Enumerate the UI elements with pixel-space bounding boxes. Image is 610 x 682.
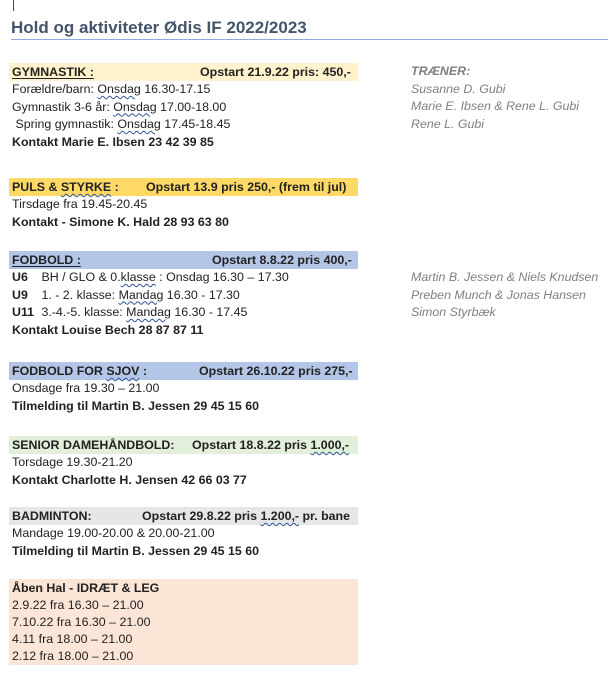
page-title: Hold og aktiviteter Ødis IF 2022/2023	[11, 18, 307, 37]
fodbold-header	[9, 251, 358, 269]
puls-label: PULS & STYRKE :	[12, 180, 119, 194]
fodbold-contact: Kontakt Louise Bech 28 87 87 11	[12, 322, 204, 337]
row-time: : Onsdag 16.30 – 17.30	[155, 270, 289, 284]
section-fodbold	[9, 251, 358, 339]
aabenhal-label: Åben Hal - IDRÆT & LEG	[12, 581, 160, 595]
row-day: Onsdag	[113, 99, 157, 114]
fodbold-row	[9, 287, 358, 305]
coach-column-gymnastik	[411, 63, 579, 133]
section-senior-damehaandbold	[9, 436, 358, 489]
senior-contact: Kontakt Charlotte H. Jensen 42 66 03 77	[12, 472, 247, 487]
row-text: Forældre/barn:	[12, 82, 98, 96]
fodbold-label: FODBOLD :	[12, 253, 81, 267]
sjov-time: Onsdage fra 19.30 – 21.00	[12, 381, 160, 395]
sjov-label: FODBOLD FOR SJOV :	[12, 364, 147, 378]
row-text: BH / GLO & 0.	[38, 270, 121, 284]
row-class: klasse	[120, 270, 156, 284]
sjov-start: Opstart 26.10.22 pris 275,-	[199, 364, 353, 378]
badminton-start: Opstart 29.8.22 pris 1.200,- pr. bane	[142, 509, 351, 523]
aabenhal-date: 4.11 fra 18.00 – 21.00	[12, 632, 133, 646]
aabenhal-date: 2.12 fra 18.00 – 21.00	[12, 649, 134, 663]
section-aaben-hal	[9, 579, 358, 665]
senior-time: Torsdage 19.30-21.20	[12, 455, 133, 469]
senior-header	[9, 436, 358, 454]
aabenhal-header	[9, 579, 358, 597]
row-day: Onsdag	[97, 82, 141, 96]
gymnastik-start: Opstart 21.9.22 pris: 450,-	[200, 65, 351, 79]
fodbold-row	[9, 304, 358, 322]
row-level: U6	[12, 270, 28, 284]
row-time: 17.45-18.45	[160, 117, 231, 131]
puls-contact: Kontakt - Simone K. Hald 28 93 63 80	[12, 214, 229, 229]
title-divider	[11, 39, 608, 40]
row-day: Onsdag	[117, 117, 161, 131]
badminton-time: Mandage 19.00-20.00 & 20.00-21.00	[12, 526, 215, 540]
row-text: Gymnastik 3-6 år:	[12, 99, 114, 114]
row-text: Spring gymnastik:	[12, 117, 118, 131]
row-time: 17.00-18.00	[156, 99, 227, 114]
puls-time: Tirsdage fra 19.45-20.45	[12, 197, 148, 211]
gymnastik-label: GYMNASTIK :	[12, 65, 94, 79]
coach-name: Martin B. Jessen & Niels Knudsen	[411, 270, 599, 284]
coach-name: Simon Styrbæk	[411, 305, 496, 319]
coach-name: Preben Munch & Jonas Hansen	[411, 287, 586, 302]
puls-start: Opstart 13.9 pris 250,- (frem til jul)	[146, 180, 347, 194]
gymnastik-row	[9, 81, 358, 99]
gymnastik-contact: Kontakt Marie E. Ibsen 23 42 39 85	[12, 134, 214, 149]
row-time: 16.30 - 17.45	[170, 305, 248, 319]
coach-name: Marie E. Ibsen & Rene L. Gubi	[411, 99, 580, 113]
row-day: Mandag	[118, 287, 164, 302]
row-day: Mandag	[126, 305, 171, 319]
row-level: U11	[12, 305, 35, 319]
section-puls-styrke	[9, 178, 358, 231]
sjov-contact: Tilmelding til Martin B. Jessen 29 45 15 60	[12, 398, 259, 413]
aabenhal-date: 2.9.22 fra 16.30 – 21.00	[12, 598, 144, 612]
coach-column-fodbold	[411, 269, 598, 322]
text-cursor	[13, 0, 14, 11]
fodbold-start: Opstart 8.8.22 pris 400,-	[212, 253, 352, 267]
gymnastik-row	[9, 116, 358, 134]
section-gymnastik	[9, 63, 358, 151]
section-badminton	[9, 507, 358, 560]
puls-header	[9, 178, 358, 196]
row-text: 3.-4.-5. klasse:	[38, 305, 127, 319]
gymnastik-header	[9, 63, 358, 81]
gymnastik-row	[9, 99, 358, 117]
row-time: 16.30 - 17.30	[163, 287, 240, 302]
row-level: U9	[12, 287, 28, 302]
sjov-header	[9, 362, 358, 380]
senior-start: Opstart 18.8.22 pris 1.000,-	[192, 438, 350, 452]
coach-name: Susanne D. Gubi	[411, 81, 506, 96]
fodbold-row	[9, 269, 358, 287]
badminton-label: BADMINTON:	[12, 509, 92, 523]
coach-label: TRÆNER:	[411, 64, 471, 78]
senior-label: SENIOR DAMEHÅNDBOLD:	[12, 438, 175, 452]
badminton-contact: Tilmelding til Martin B. Jessen 29 45 15 60	[12, 543, 259, 558]
aabenhal-date: 7.10.22 fra 16.30 – 21.00	[12, 615, 151, 629]
badminton-header	[9, 507, 358, 525]
row-time: 16.30-17.15	[140, 82, 211, 96]
row-text: 1. - 2. klasse:	[38, 287, 119, 302]
section-fodbold-for-sjov	[9, 362, 358, 415]
coach-name: Rene L. Gubi	[411, 116, 485, 131]
